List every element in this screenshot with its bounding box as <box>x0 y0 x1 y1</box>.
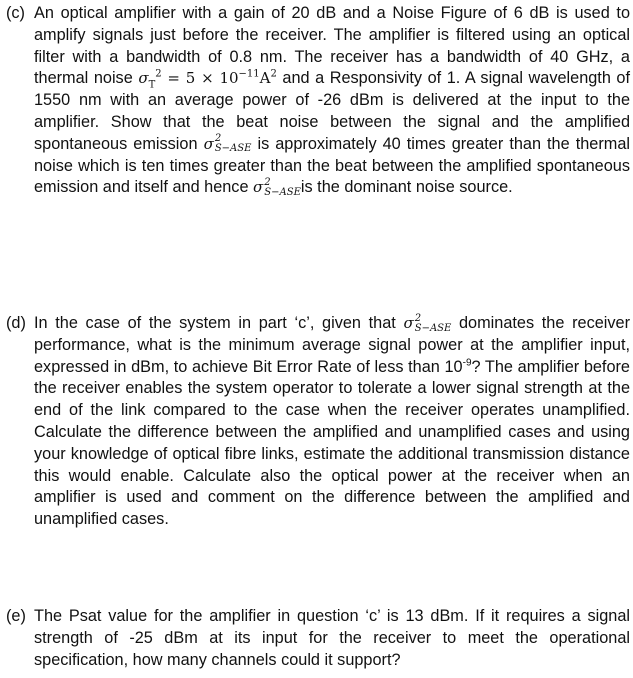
question-c-text-1: An optical amplifier with a gain of 20 dB and a Noise Figure of 6 dB is used to amplify signals just before the receiver. The amplifier is filtered using an optical filter with a bandwidth of 0.8 nm. The receiver has a bandwidth of 40 GHz, a thermal noise <box>34 4 630 88</box>
question-e-text: The Psat value for the amplifier in question ‘c’ is 13 dBm. If it requires a signal strength of -25 dBm at its input for the receiver to meet the operational specification, how many channels could it support? <box>34 607 630 669</box>
question-c-text <box>34 3 630 199</box>
subscript-s-ase: S−ASE <box>264 187 301 199</box>
question-d-label: (d) <box>6 314 26 332</box>
superscript-2: 2 <box>155 68 162 80</box>
exponent: −11 <box>238 68 260 80</box>
thermal-noise-value: = 5 × 10 <box>161 69 239 88</box>
question-c-text-4: is the dominant noise source. <box>300 178 513 197</box>
question-c-label: (c) <box>6 4 25 22</box>
sigma-symbol: σ <box>138 69 149 88</box>
question-c-text-3: is approximately 40 times greater than the thermal noise which is ten times greater than the beat between the amplified spontaneous emission and itself and hence <box>34 134 630 197</box>
question-d-text <box>34 313 630 531</box>
sigma-symbol: σ <box>403 314 414 332</box>
sigma-symbol: σ <box>253 178 264 197</box>
question-c-text-2: and a Responsivity of 1. A signal wavelength of 1550 nm with an average power of -26 dBm is delivered at the input to the amplifier. Show that the beat noise between the signal and the amplified spontaneous emission <box>34 69 631 153</box>
question-e-label: (e) <box>6 607 26 625</box>
superscript-2: 2 <box>414 312 422 324</box>
sigma-s-ase-indices <box>264 178 301 198</box>
unit-a: A <box>259 69 271 88</box>
sigma-s-ase-indices <box>415 314 452 334</box>
superscript-2: 2 <box>214 133 222 145</box>
unit-a-exponent: 2 <box>270 68 277 80</box>
sigma-s-ase-indices <box>215 134 252 154</box>
sigma-symbol: σ <box>203 134 214 153</box>
question-d-text-2: dominates the receiver performance, what is the minimum average signal power at the amplifier input, expressed in dBm, to achieve Bit Error Rate of less than 10 <box>34 314 630 376</box>
subscript-s-ase: S−ASE <box>414 322 452 334</box>
question-d-text-3: ? The amplifier before the receiver enables the system operator to tolerate a lower signal strength at the end of the link compared to the case when the receiver operates unamplified. Calculate the difference between the amplified and unamplified cases and using your knowledge of optical fibre links, estimate the additional transmission distance this would enable. Calculate also the optical power at the receiver when an amplifier is used and comment on the difference between the amplified and unamplified cases. <box>34 357 630 529</box>
ber-exponent: -9 <box>462 357 472 369</box>
question-c <box>6 3 630 199</box>
question-d <box>6 313 630 531</box>
superscript-2: 2 <box>264 177 271 189</box>
subscript-s-ase: S−ASE <box>214 143 252 155</box>
subscript-t: T <box>148 79 156 91</box>
question-e <box>6 606 630 671</box>
question-d-text-1: In the case of the system in part ‘c’, given that <box>34 314 404 332</box>
